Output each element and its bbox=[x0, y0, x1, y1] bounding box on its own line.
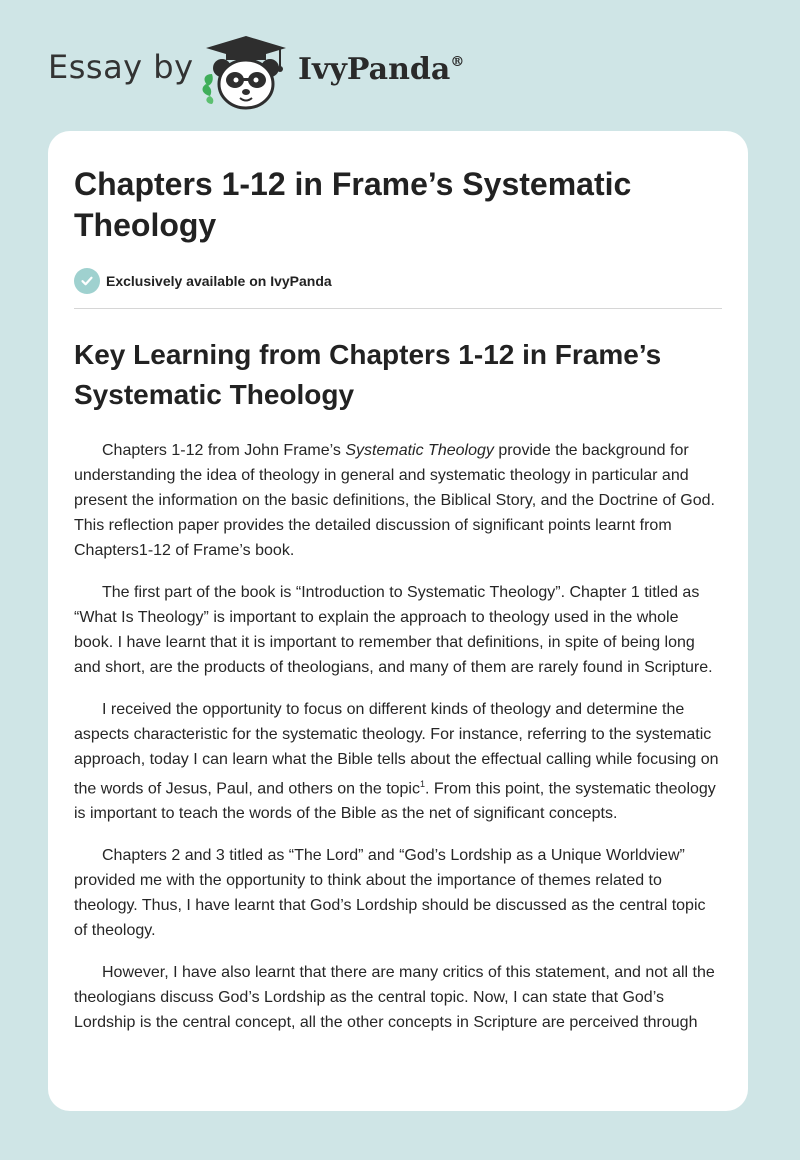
trademark-symbol: ® bbox=[450, 54, 465, 70]
paragraph-3: I received the opportunity to focus on different kinds of theology and determine the aspects characteristic for the systematic theology. For instance, referring to the systematic approach, today I can learn what the Bible tells about the effectual calling while focusing on the words of Jesus, Paul, and others on the topic$^1$. From this point, the systematic theology is important to teach the words of the Bible as the net of significant concepts. bbox=[74, 701, 719, 823]
exclusive-label: Exclusively available on IvyPanda bbox=[106, 273, 332, 289]
paragraph-4: Chapters 2 and 3 titled as “The Lord” and “God’s Lordship as a Unique Worldview” provided me with the opportunity to think about the importance of themes related to theology. Thus, I have learnt that God’s Lordship should be discussed as the central topic of theology. bbox=[74, 847, 706, 940]
essay-body bbox=[74, 438, 722, 1035]
paragraph-1: Chapters 1-12 from John Frame’s Systematic Theology provide the background for understanding the idea of theology in general and systematic theology in particular and present the information on the basic definitions, the Biblical Story, and the Doctrine of God. This reflection paper provides the detailed discussion of significant points learnt from Chapters1-12 of Frame’s book. bbox=[74, 442, 715, 559]
brand-name[interactable]: IvyPanda® bbox=[298, 52, 465, 87]
essay-content bbox=[74, 131, 722, 1052]
page-title: Chapters 1-12 in Frame’s Systematic Theology bbox=[74, 166, 632, 243]
footnote-marker[interactable]: 1 bbox=[419, 779, 425, 789]
paragraph-5: However, I have also learnt that there are many critics of this statement, and not all the theologians discuss God’s Lordship as the central topic. Now, I can state that God’s Lordship is the central concept, all the other concepts in Scripture are perceived through bbox=[74, 964, 715, 1032]
site-header bbox=[48, 30, 648, 110]
paragraph-2: The first part of the book is “Introduction to Systematic Theology”. Chapter 1 titled as “What Is Theology” is important to explain the approach to theology used in the whole book. I have learnt that it is important to remember that definitions, in spite of being long and short, are the products of theologians, and many of them are rarely found in Scripture. bbox=[74, 584, 713, 676]
section-heading: Key Learning from Chapters 1-12 in Frame’s Systematic Theology bbox=[74, 339, 662, 410]
essay-card bbox=[48, 131, 748, 1111]
book-title: Systematic Theology bbox=[345, 442, 494, 459]
panda-graduate-icon bbox=[200, 34, 292, 110]
exclusive-badge bbox=[74, 267, 722, 295]
check-icon bbox=[74, 268, 100, 294]
divider bbox=[74, 308, 722, 309]
essay-by-label: Essay by bbox=[48, 48, 194, 86]
